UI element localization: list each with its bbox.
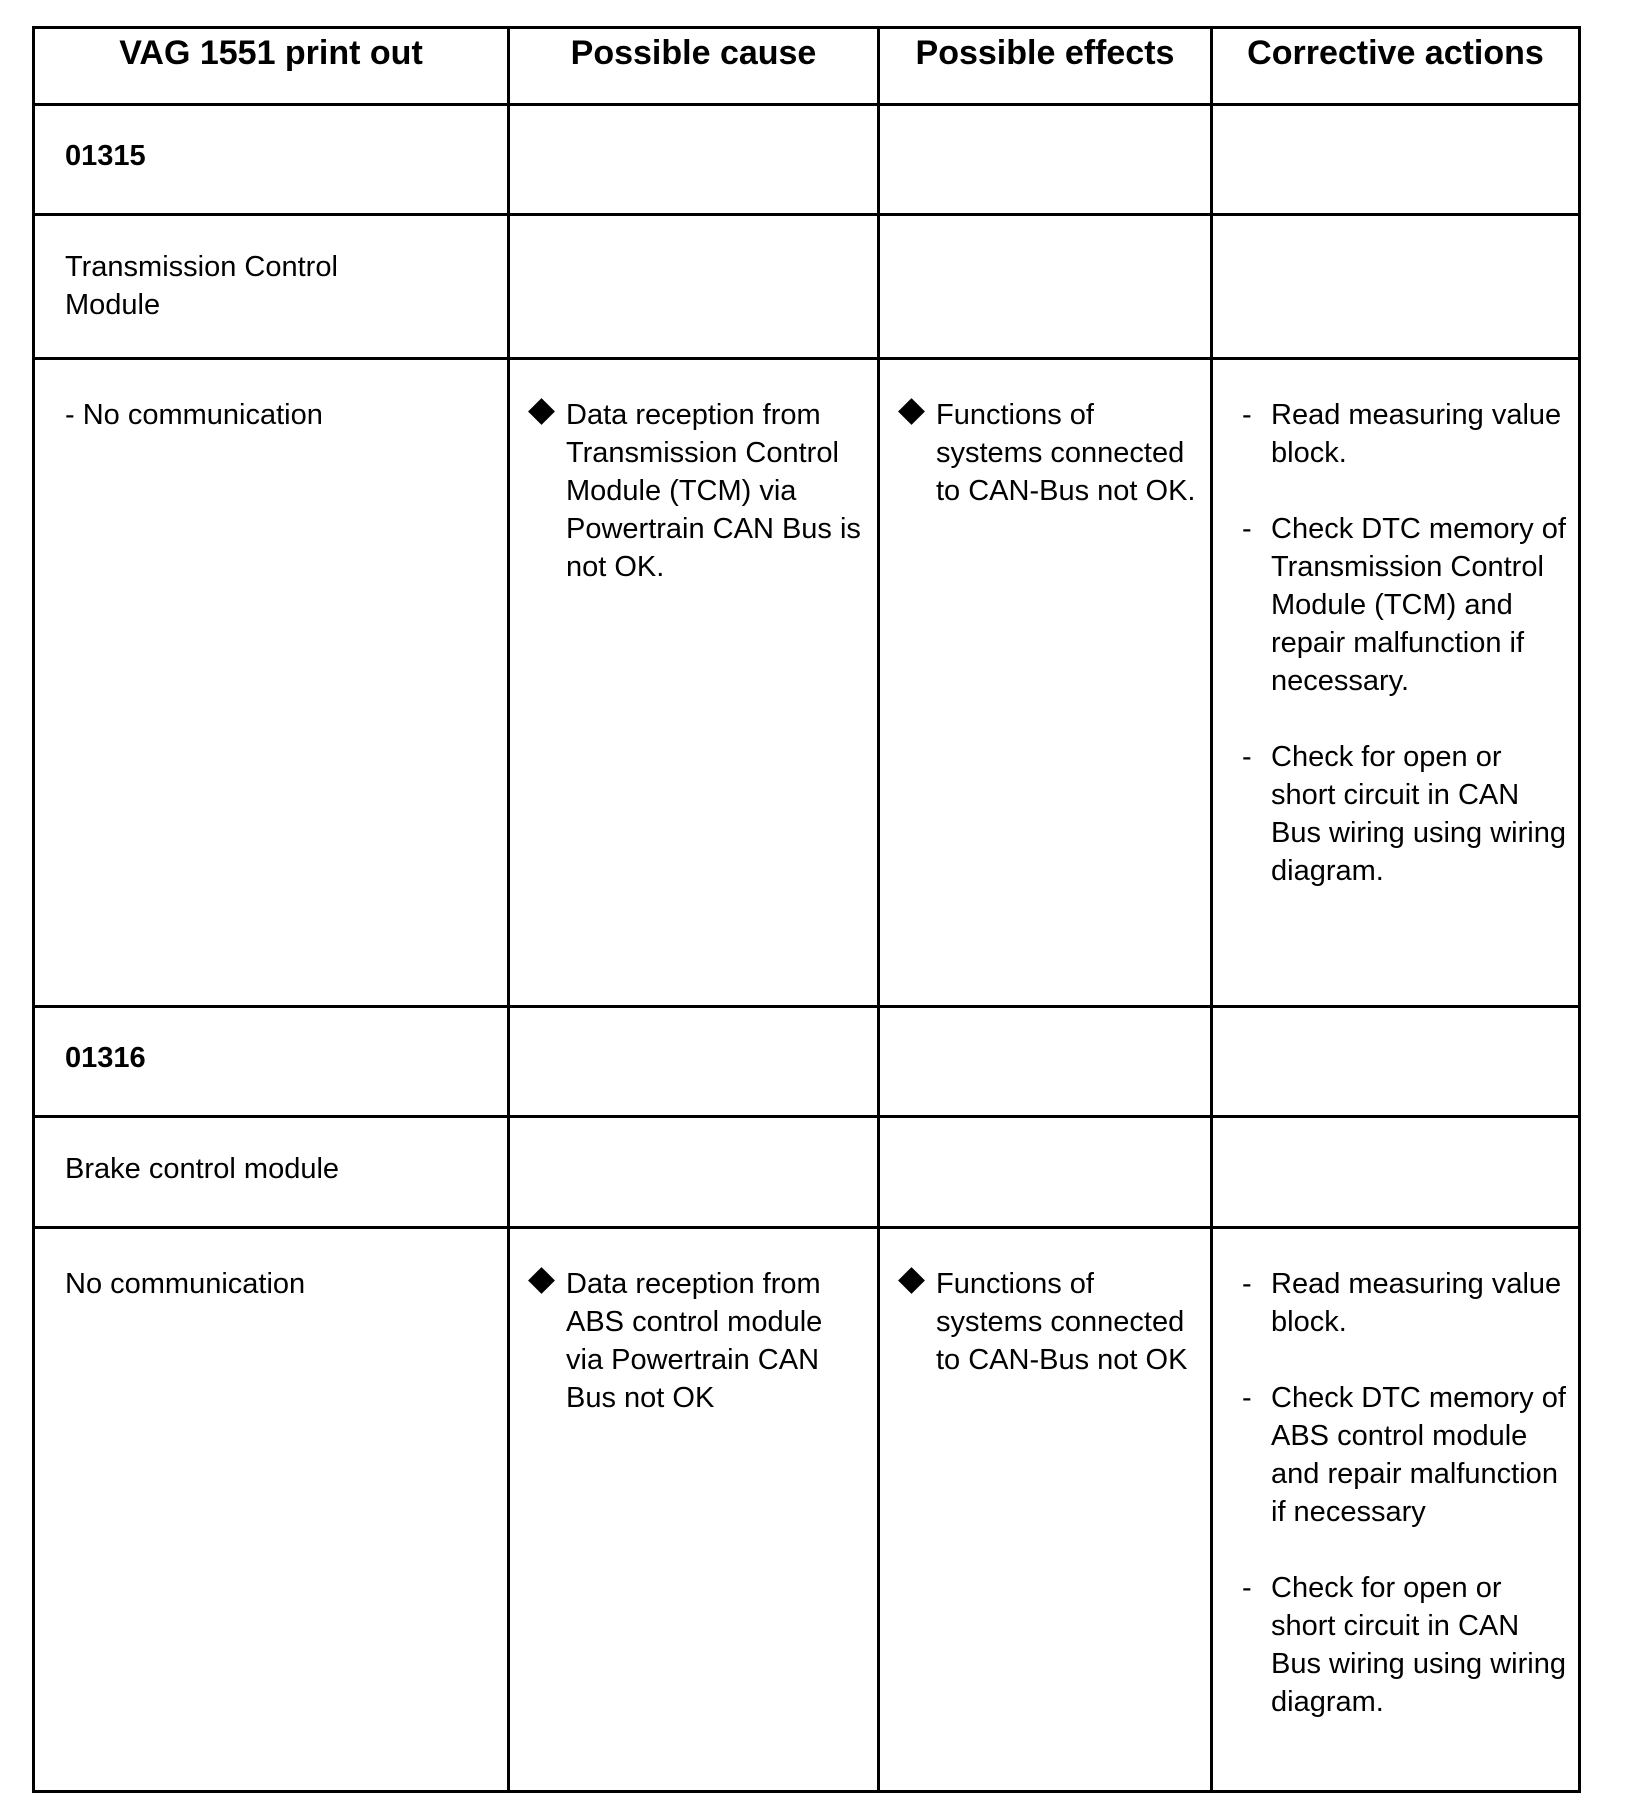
list-item: - Read measuring value block. — [1271, 396, 1566, 472]
header-possible-cause: Possible cause — [509, 28, 879, 105]
dash-marker: - — [1242, 513, 1252, 545]
dtc-code-cell — [34, 105, 509, 215]
effect-text: Functions of systems connected to CAN-Bus not OK. — [936, 399, 1196, 507]
module-name: Transmission Control Module — [65, 251, 338, 321]
condition-text: No communication — [65, 1268, 306, 1300]
header-print-out: VAG 1551 print out — [34, 28, 509, 105]
table-row — [34, 359, 1580, 1007]
dtc-code: 01315 — [65, 140, 146, 172]
diamond-bullet-icon — [528, 1267, 555, 1294]
dash-marker: - — [1242, 399, 1252, 431]
condition-cell — [34, 359, 509, 1007]
actions-cell — [1212, 359, 1580, 1007]
condition-cell — [34, 1228, 509, 1792]
cause-cell — [509, 1228, 879, 1792]
header-row — [34, 28, 1580, 105]
table-row — [34, 1007, 1580, 1117]
condition-text: - No communication — [65, 399, 323, 431]
cause-cell — [509, 359, 879, 1007]
dtc-table — [32, 26, 1581, 1793]
diamond-bullet-icon — [898, 1267, 925, 1294]
list-item: - Check for open or short circuit in CAN Bus wiring using wiring diagram. — [1271, 738, 1566, 890]
dash-marker: - — [1242, 741, 1252, 773]
effect-cell — [879, 1228, 1212, 1792]
header-possible-effects: Possible effects — [879, 28, 1212, 105]
table-row — [34, 215, 1580, 359]
list-item: - Check DTC memory of Transmission Control Module (TCM) and repair malfunction if necessary. — [1271, 510, 1566, 700]
dash-marker: - — [1242, 1572, 1252, 1604]
dtc-code-cell — [34, 1007, 509, 1117]
table-row — [34, 1228, 1580, 1792]
dash-marker: - — [1242, 1382, 1252, 1414]
cause-text: Data reception from Transmission Control Module (TCM) via Powertrain CAN Bus is not OK. — [566, 399, 861, 583]
list-item: - Read measuring value block. — [1271, 1265, 1566, 1341]
diamond-bullet-icon — [528, 398, 555, 425]
module-name: Brake control module — [65, 1153, 340, 1185]
diamond-bullet-icon — [898, 398, 925, 425]
table-row — [34, 105, 1580, 215]
list-item: - Check DTC memory of ABS control module and repair malfunction if necessary — [1271, 1379, 1566, 1531]
actions-cell — [1212, 1228, 1580, 1792]
effect-cell — [879, 359, 1212, 1007]
table-row — [34, 1117, 1580, 1228]
dash-marker: - — [1242, 1268, 1252, 1300]
dtc-code: 01316 — [65, 1042, 146, 1074]
list-item: - Check for open or short circuit in CAN Bus wiring using wiring diagram. — [1271, 1569, 1566, 1721]
module-name-cell — [34, 1117, 509, 1228]
header-corrective-actions: Corrective actions — [1212, 28, 1580, 105]
module-name-cell — [34, 215, 509, 359]
action-list — [1213, 360, 1578, 890]
effect-text: Functions of systems connected to CAN-Bus not OK — [936, 1268, 1188, 1376]
cause-text: Data reception from ABS control module via Powertrain CAN Bus not OK — [566, 1268, 823, 1414]
action-list — [1213, 1229, 1578, 1721]
